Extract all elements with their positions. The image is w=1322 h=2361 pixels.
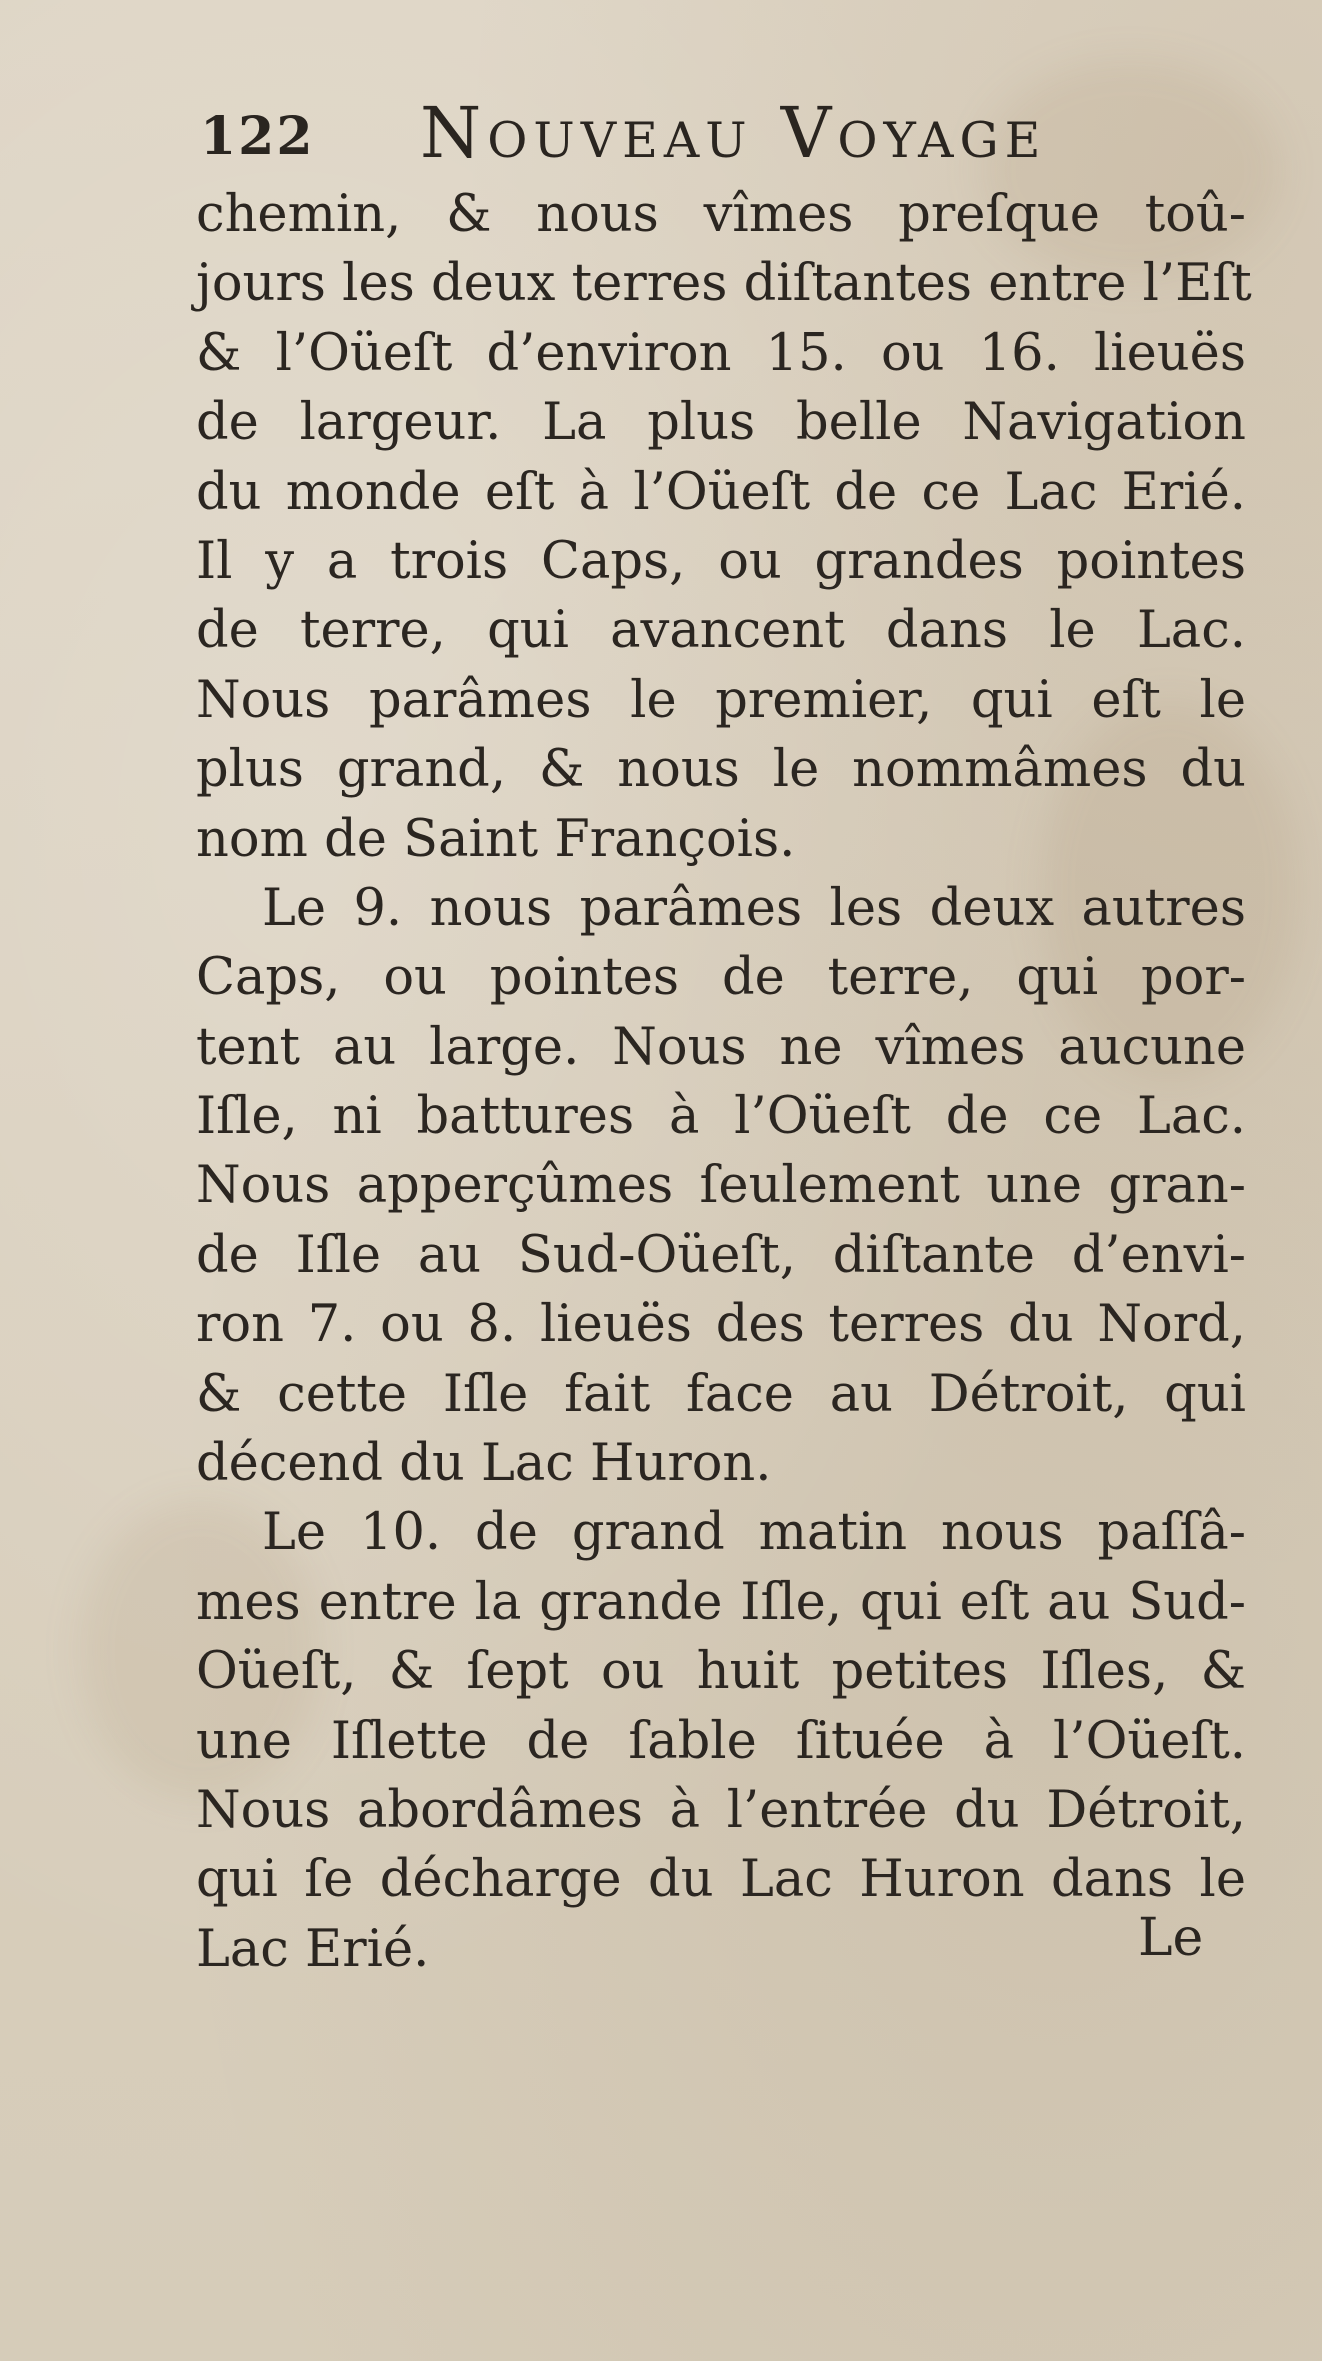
paragraph-start-line: Le 9. nous parâmes les deux autres	[262, 878, 1246, 938]
text-line: plus grand, & nous le nommâmes du	[196, 740, 1246, 800]
text-line: Oüeſt, & ſept ou huit petites Iſles, &	[196, 1642, 1246, 1702]
text-line: Iſle, ni battures à l’Oüeſt de ce Lac.	[196, 1087, 1246, 1147]
text-line: & l’Oüeſt d’environ 15. ou 16. lieuës	[196, 323, 1246, 383]
text-line: Caps, ou pointes de terre, qui por-	[196, 948, 1246, 1008]
text-line: de Iſle au Sud-Oüeſt, diſtante d’envi-	[196, 1225, 1246, 1285]
text-line: Lac Erié.	[196, 1919, 430, 1979]
text-line: chemin, & nous vîmes preſque toû-	[196, 185, 1246, 244]
text-line: nom de Saint François.	[196, 809, 796, 869]
text-line: une Iſlette de ſable ſituée à l’Oüeſt.	[196, 1711, 1246, 1771]
text-line: du monde eſt à l’Oüeſt de ce Lac Erié.	[196, 462, 1246, 522]
catchword: Le	[1138, 1908, 1204, 1968]
paragraph-start-line: Le 10. de grand matin nous paſſâ-	[262, 1503, 1246, 1563]
text-line: Nous apperçûmes ſeulement une gran-	[196, 1156, 1246, 1216]
text-line: Il y a trois Caps, ou grandes pointes	[196, 531, 1246, 591]
running-head: Nouveau Voyage	[420, 92, 1047, 174]
text-line: décend du Lac Huron.	[196, 1434, 772, 1494]
body-text	[196, 180, 1252, 1984]
text-line: qui ſe décharge du Lac Huron dans le	[196, 1850, 1246, 1910]
text-line: de terre, qui avancent dans le Lac.	[196, 601, 1246, 661]
text-line: jours les deux terres diſtantes entre l’Eſt	[196, 254, 1252, 314]
text-line: Nous parâmes le premier, qui eſt le	[196, 670, 1246, 730]
text-line: tent au large. Nous ne vîmes aucune	[196, 1017, 1246, 1077]
text-line: ron 7. ou 8. lieuës des terres du Nord,	[196, 1295, 1246, 1355]
page-header	[200, 92, 1140, 182]
text-line: mes entre la grande Iſle, qui eſt au Sud-	[196, 1572, 1246, 1632]
text-line: de largeur. La plus belle Navigation	[196, 393, 1246, 453]
text-line: Nous abordâmes à l’entrée du Détroit,	[196, 1780, 1246, 1840]
text-line: & cette Iſle fait face au Détroit, qui	[196, 1364, 1246, 1424]
page-number: 122	[200, 106, 315, 167]
